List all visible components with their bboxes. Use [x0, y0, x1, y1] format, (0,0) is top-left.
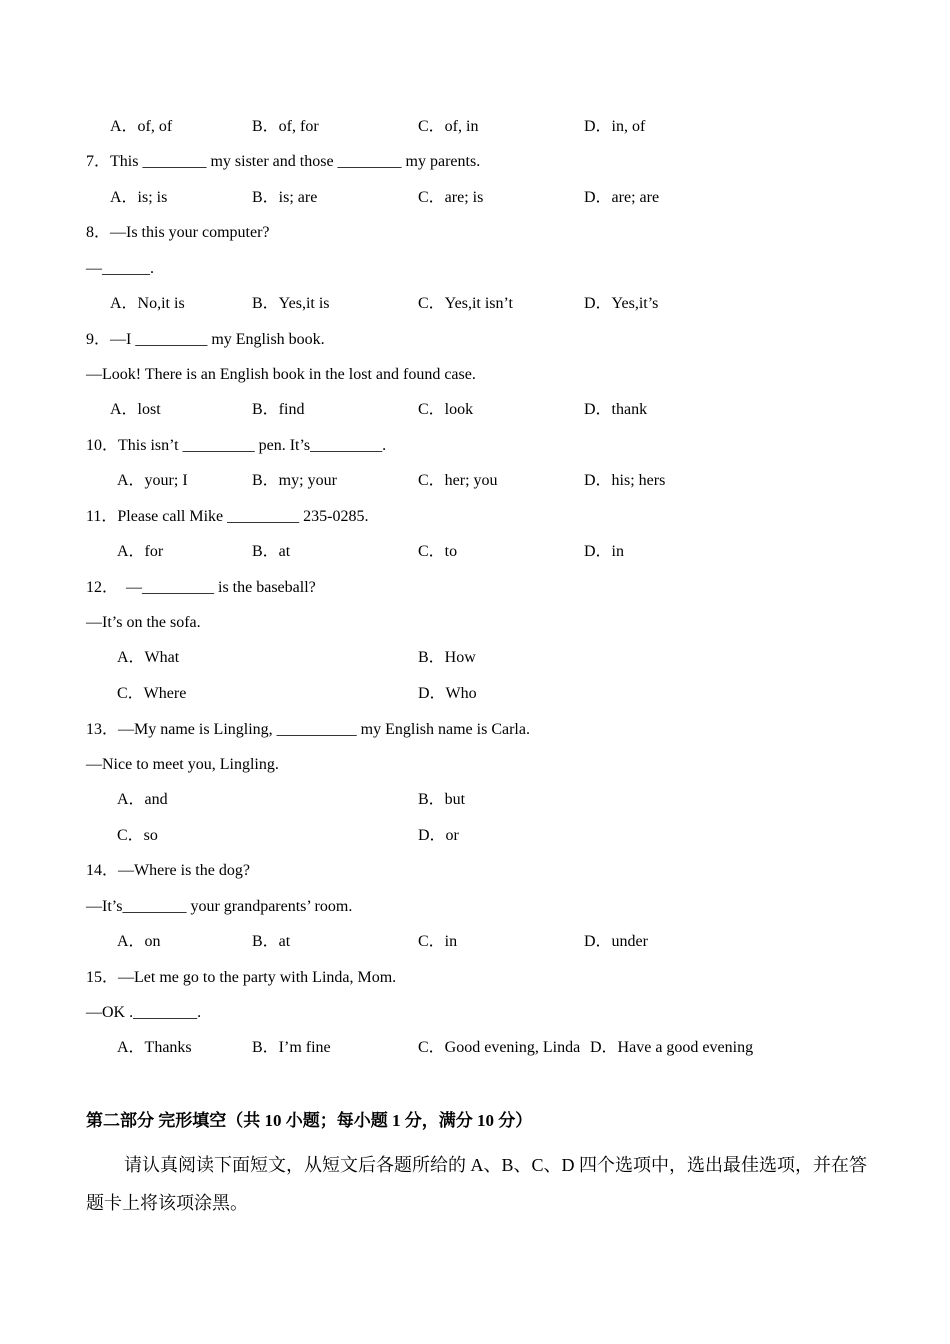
q15-reply: —OK .________.	[86, 1004, 202, 1021]
q8-option-d: D．Yes,it’s	[584, 295, 659, 312]
q15-option-c: C．Good evening, Linda	[418, 1039, 581, 1056]
q6-option-b: B．of, for	[252, 118, 319, 135]
q12-option-b: B．How	[418, 649, 476, 666]
q11-option-c: C．to	[418, 543, 458, 560]
q8-option-a: A．No,it is	[110, 295, 185, 312]
q10-option-c: C．her; you	[418, 472, 498, 489]
q12-option-c: C．Where	[117, 685, 187, 702]
q7-option-c: C．are; is	[418, 189, 484, 206]
section-2-title: 第二部分 完形填空（共 10 小题；每小题 1 分，满分 10 分）	[86, 1111, 533, 1130]
q11-option-b: B．at	[252, 543, 291, 560]
q14-option-a: A．on	[117, 933, 161, 950]
q9-stem: 9．—I _________ my English book.	[86, 331, 325, 348]
q8-reply: —______.	[86, 260, 154, 277]
q15-option-a: A．Thanks	[117, 1039, 192, 1056]
q14-option-d: D．under	[584, 933, 648, 950]
q7-option-b: B．is; are	[252, 189, 318, 206]
q8-option-b: B．Yes,it is	[252, 295, 330, 312]
q13-option-c: C．so	[117, 827, 158, 844]
q13-option-a: A．and	[117, 791, 168, 808]
q12-option-a: A．What	[117, 649, 180, 666]
q15-option-d: D．Have a good evening	[590, 1039, 754, 1056]
q11-option-d: D．in	[584, 543, 625, 560]
q11-option-a: A．for	[117, 543, 164, 560]
q7-stem: 7．This ________ my sister and those ________ my parents.	[86, 153, 481, 170]
section-2-instruction: 请认真阅读下面短文，从短文后各题所给的 A、B、C、D 四个选项中，选出最佳选项，并在答题卡上将该项涂黑。	[86, 1155, 868, 1213]
q9-reply: —Look! There is an English book in the lost and found case.	[86, 366, 476, 383]
q10-option-a: A．your; I	[117, 472, 188, 489]
q6-option-a: A．of, of	[110, 118, 173, 135]
q14-reply: —It’s________ your grandparents’ room.	[86, 898, 353, 915]
q14-stem: 14．—Where is the dog?	[86, 862, 250, 879]
q8-stem: 8．—Is this your computer?	[86, 224, 270, 241]
q7-option-a: A．is; is	[110, 189, 168, 206]
q9-option-d: D．thank	[584, 401, 648, 418]
q10-option-b: B．my; your	[252, 472, 337, 489]
q7-option-d: D．are; are	[584, 189, 660, 206]
q9-option-b: B．find	[252, 401, 305, 418]
q15-stem: 15．—Let me go to the party with Linda, Mom.	[86, 969, 397, 986]
q13-stem: 13．—My name is Lingling, __________ my English name is Carla.	[86, 721, 530, 738]
q12-stem: 12． —_________ is the baseball?	[86, 579, 316, 596]
q6-option-d: D．in, of	[584, 118, 646, 135]
q9-option-c: C．look	[418, 401, 474, 418]
q10-option-d: D．his; hers	[584, 472, 666, 489]
q12-option-d: D．Who	[418, 685, 477, 702]
q11-stem: 11．Please call Mike _________ 235-0285.	[86, 508, 369, 525]
q9-option-a: A．lost	[110, 401, 161, 418]
q10-stem: 10．This isn’t _________ pen. It’s_________.	[86, 437, 387, 454]
q13-option-b: B．but	[418, 791, 466, 808]
q12-reply: —It’s on the sofa.	[86, 614, 201, 631]
q13-option-d: D．or	[418, 827, 459, 844]
q13-reply: —Nice to meet you, Lingling.	[86, 756, 279, 773]
q15-option-b: B．I’m fine	[252, 1039, 331, 1056]
q14-option-b: B．at	[252, 933, 291, 950]
q14-option-c: C．in	[418, 933, 458, 950]
q6-option-c: C．of, in	[418, 118, 479, 135]
q8-option-c: C．Yes,it isn’t	[418, 295, 514, 312]
